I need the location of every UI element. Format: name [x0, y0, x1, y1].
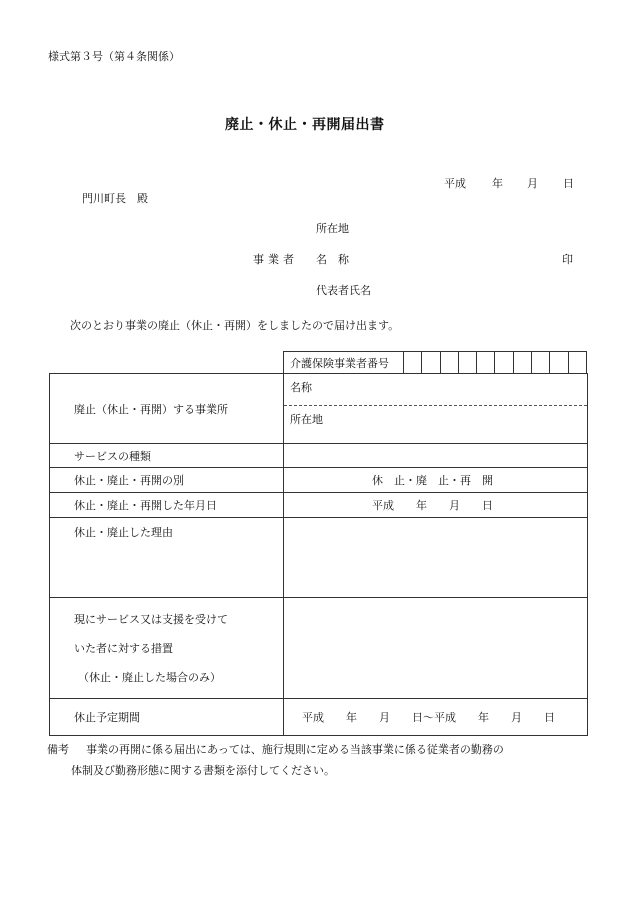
date-value[interactable]: 平成 年 月 日: [284, 493, 588, 518]
service-type-label: サービスの種類: [50, 444, 284, 468]
form-number-label: 様式第３号（第４条関係）: [48, 50, 180, 63]
office-address-label: 所在地: [290, 413, 323, 426]
insurance-number-digit[interactable]: [550, 352, 568, 373]
addressee: 門川町長 殿: [82, 192, 148, 205]
insurance-number-digit[interactable]: [404, 352, 422, 373]
notification-table: [49, 373, 588, 736]
office-label: 廃止（休止・再開）する事業所: [50, 374, 284, 444]
period-value[interactable]: 平成 年 月 日〜平成 年 月 日: [284, 699, 588, 736]
seal-mark: 印: [562, 253, 573, 266]
kind-label: 休止・廃止・再開の別: [50, 468, 284, 493]
address-label: 所在地: [316, 222, 349, 235]
insurance-number-digit[interactable]: [532, 352, 550, 373]
reason-label: 休止・廃止した理由: [50, 518, 284, 598]
measures-label: [50, 598, 284, 699]
insurance-number-digit[interactable]: [569, 352, 586, 373]
insurance-number-digit[interactable]: [459, 352, 477, 373]
document-title: 廃止・休止・再開届出書: [225, 117, 385, 133]
measures-value[interactable]: [284, 598, 588, 699]
name-label: 名 称: [316, 253, 349, 266]
insurance-number-digit[interactable]: [477, 352, 495, 373]
insurance-number-digit[interactable]: [441, 352, 459, 373]
date-label: 休止・廃止・再開した年月日: [50, 493, 284, 518]
period-label: 休止予定期間: [50, 699, 284, 736]
measures-line-2: いた者に対する措置: [74, 642, 173, 655]
insurance-number-digit[interactable]: [422, 352, 440, 373]
note-label: 備考: [47, 743, 69, 756]
note-line-2: 体制及び勤務形態に関する書類を添付してください。: [71, 764, 335, 777]
representative-label: 代表者氏名: [316, 284, 371, 297]
office-name-label: 名称: [290, 381, 312, 394]
service-type-value[interactable]: [284, 444, 588, 468]
insurance-number-digit[interactable]: [514, 352, 532, 373]
date-year: 年: [492, 177, 503, 190]
measures-line-3: （休止・廃止した場合のみ）: [78, 671, 221, 684]
office-cell: [284, 374, 588, 444]
insurance-number-row: [283, 351, 587, 373]
applicant-group-label: 事業者: [253, 253, 298, 266]
kind-value[interactable]: 休 止・廃 止・再 開: [284, 468, 588, 493]
date-day: 日: [563, 177, 574, 190]
measures-line-1: 現にサービス又は支援を受けて: [74, 613, 228, 626]
insurance-number-label: 介護保険事業者番号: [284, 352, 404, 373]
date-month: 月: [527, 177, 538, 190]
date-era: 平成: [444, 177, 466, 190]
reason-value[interactable]: [284, 518, 588, 598]
dashed-divider: [284, 405, 587, 406]
note-line-1: 事業の再開に係る届出にあっては、施行規則に定める当該事業に係る従業者の勤務の: [86, 743, 504, 756]
intro-text: 次のとおり事業の廃止（休止・再開）をしましたので届け出ます。: [70, 319, 400, 332]
insurance-number-digit[interactable]: [495, 352, 513, 373]
